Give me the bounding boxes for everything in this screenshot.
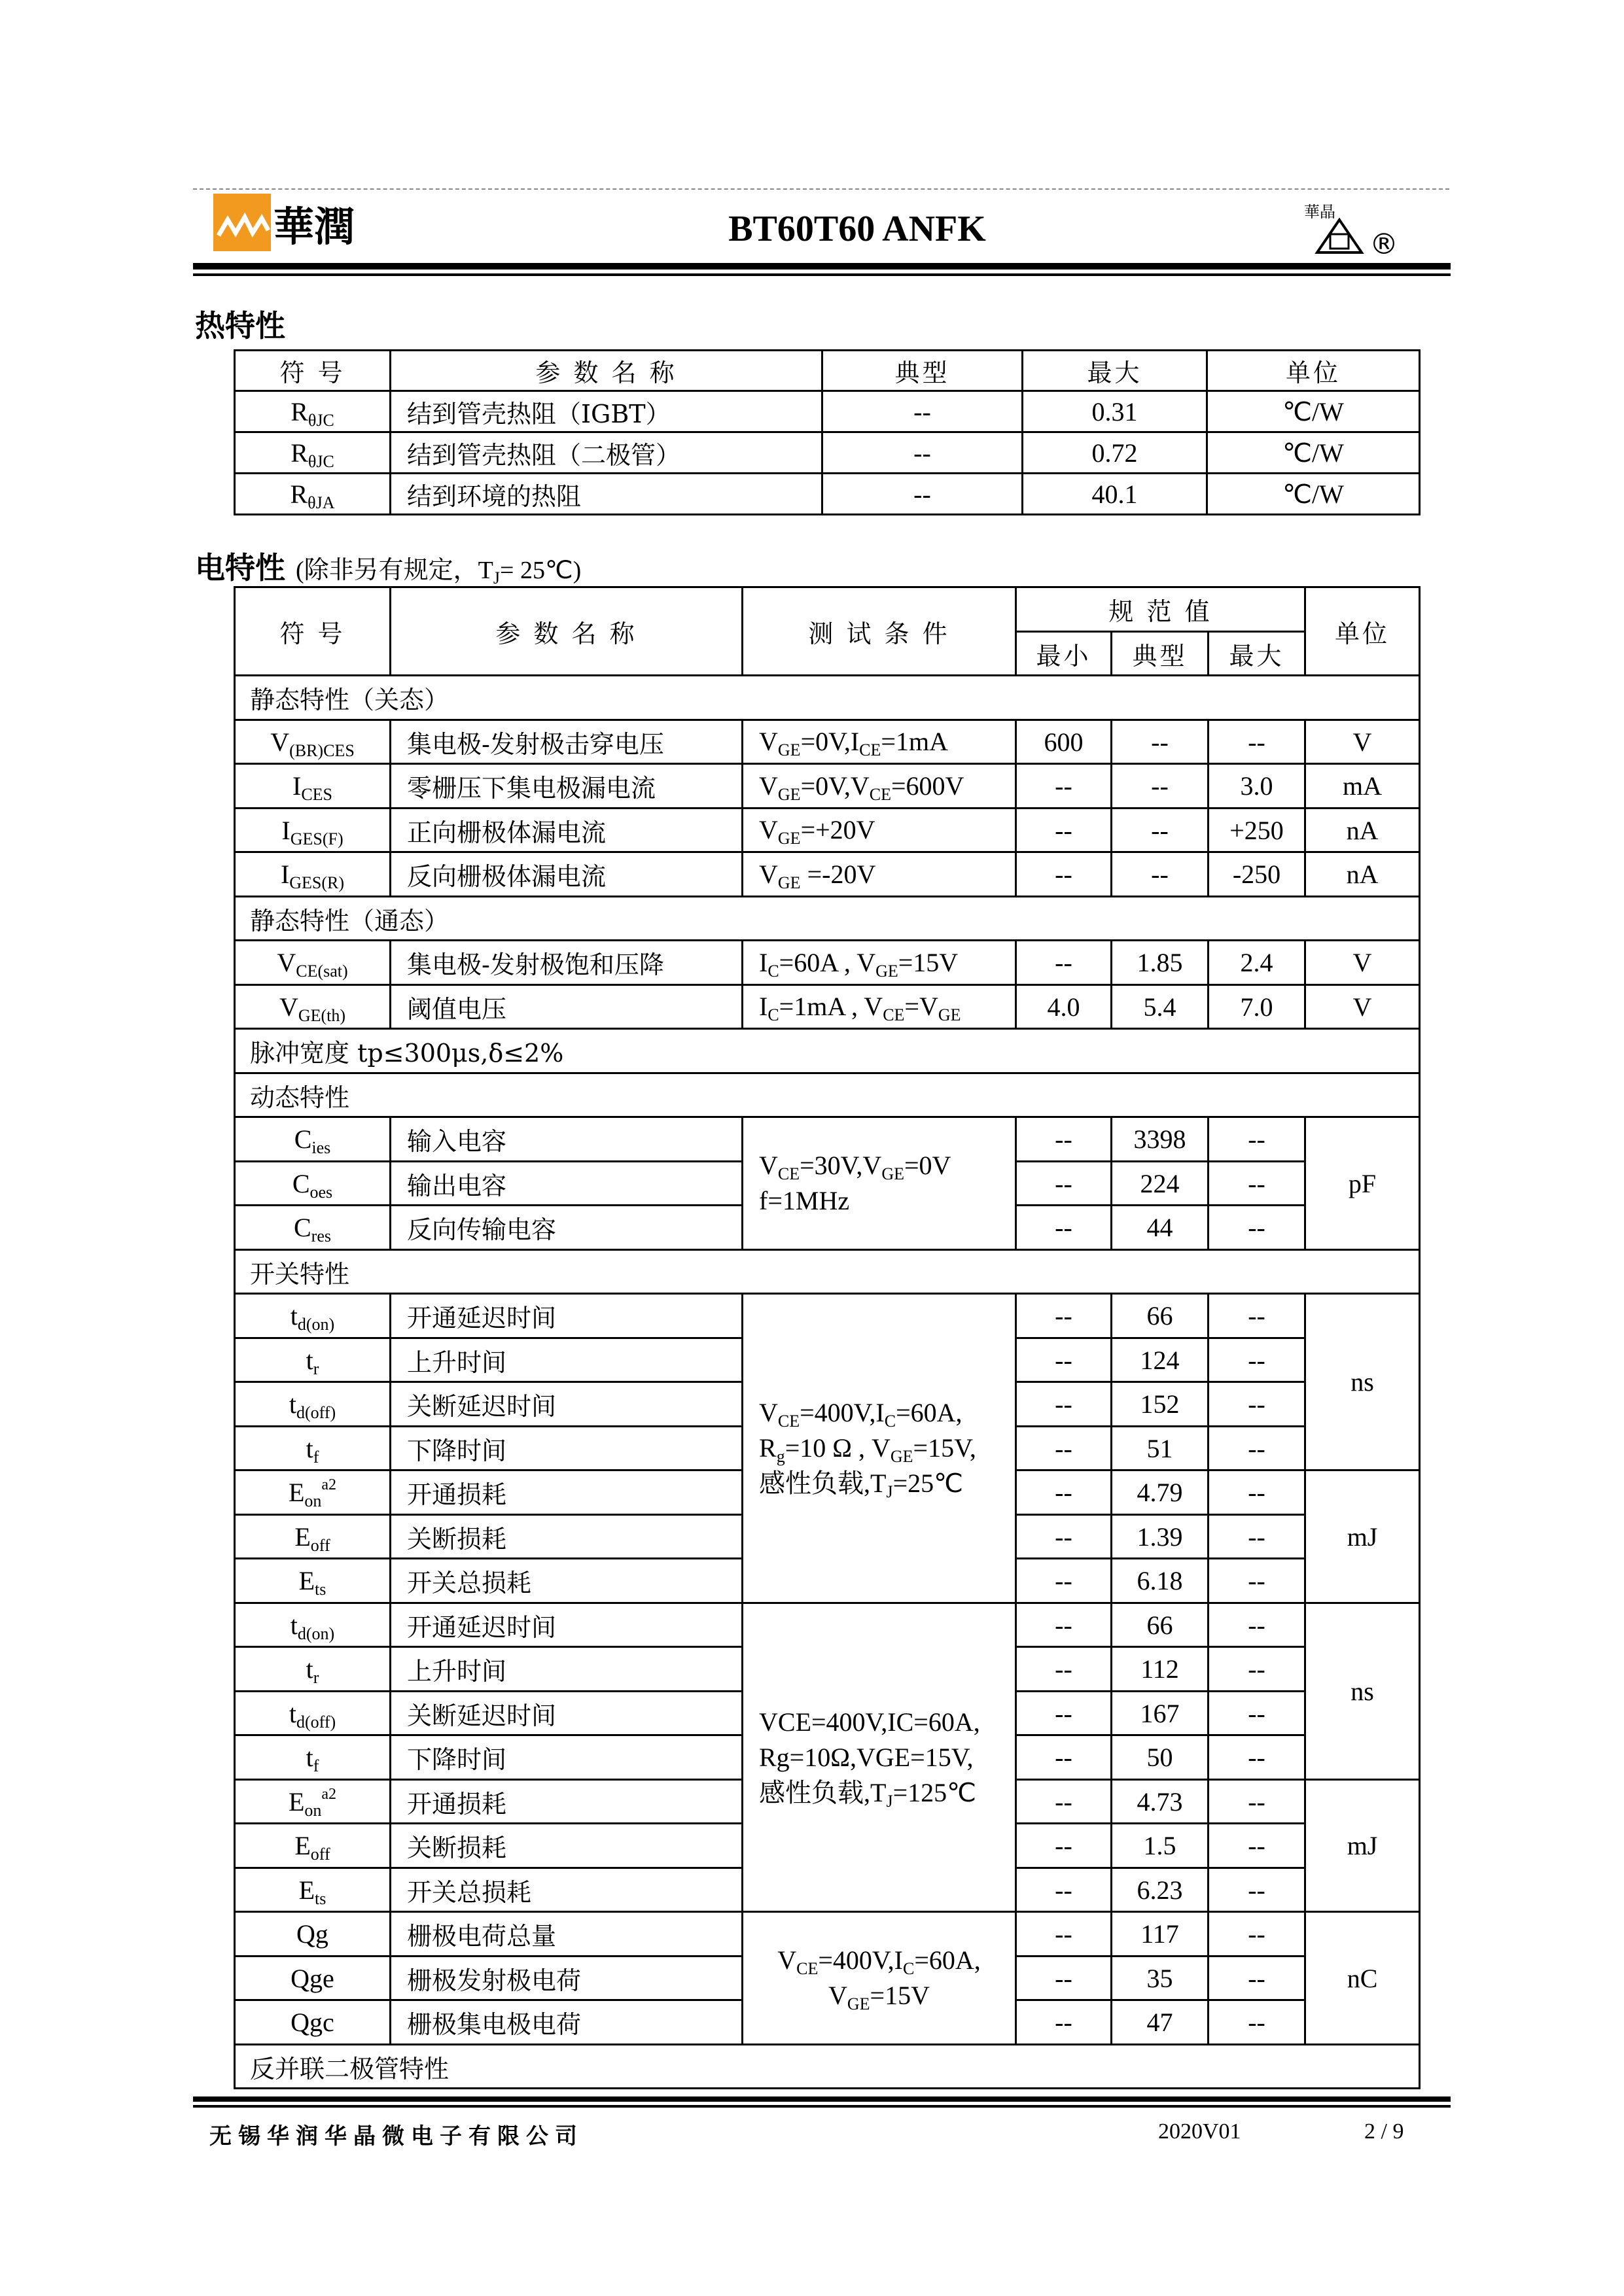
table-row: [235, 985, 1420, 1029]
typ-value: 6.23: [1112, 1868, 1209, 1912]
section-title: 静态特性（通态）: [235, 897, 1420, 941]
max-value: --: [1209, 1470, 1305, 1515]
max-value: 40.1: [1023, 474, 1207, 515]
table-header-row: [235, 351, 1420, 391]
symbol-cell: $V_{CE(sat)}$: [235, 941, 391, 985]
typ-value: 112: [1112, 1647, 1209, 1692]
footer-revision: 2020V01: [1158, 2119, 1241, 2144]
unit-cell: ns: [1305, 1603, 1420, 1780]
param-name: 输出电容: [391, 1162, 743, 1206]
test-condition: $V_{CE}=400V,I_C=60A$, $R_g=10$ Ω , $V_{GE}=15V$, 感性负载$,T_J=25℃$: [743, 1294, 1016, 1603]
table-row: [235, 720, 1420, 764]
section-row: [235, 2045, 1420, 2089]
test-condition: $I_C=1mA$ , $V_{CE}=V_{GE}$: [743, 985, 1016, 1029]
min-value: --: [1016, 1294, 1112, 1338]
table-row: [235, 1294, 1420, 1338]
max-value: --: [1209, 1780, 1305, 1824]
symbol-cell: $t_{d(off)}$: [235, 1382, 391, 1427]
typ-value: 44: [1112, 1206, 1209, 1250]
max-value: --: [1209, 1162, 1305, 1206]
test-condition: $V_{CE}=400V,I_C=60A$, $V_{GE}=15V$: [743, 1912, 1016, 2045]
test-condition: $V_{GE}=0V,I_{CE}=1mA$: [743, 720, 1016, 764]
symbol-cell: $C_{res}$: [235, 1206, 391, 1250]
col-header: 符 号: [235, 587, 391, 676]
min-value: --: [1016, 1824, 1112, 1868]
symbol-cell: $E_{off}$: [235, 1824, 391, 1868]
typ-value: 4.73: [1112, 1780, 1209, 1824]
footer-rule-thin: [193, 2105, 1451, 2108]
max-value: --: [1209, 1912, 1305, 1957]
col-header: 参 数 名 称: [391, 587, 743, 676]
max-value: 0.31: [1023, 391, 1207, 432]
symbol-cell: $R_{\theta JA}$: [235, 474, 391, 515]
max-value: 0.72: [1023, 432, 1207, 474]
col-header: 最大: [1209, 632, 1305, 676]
header-dashed-line: [193, 188, 1449, 190]
typ-value: 66: [1112, 1294, 1209, 1338]
max-value: --: [1209, 1206, 1305, 1250]
section-title: 开关特性: [235, 1250, 1420, 1294]
min-value: --: [1016, 1603, 1112, 1647]
max-value: 2.4: [1209, 941, 1305, 985]
max-value: --: [1209, 1382, 1305, 1427]
param-name: 结到管壳热阻（IGBT）: [391, 391, 822, 432]
max-value: --: [1209, 1559, 1305, 1603]
test-condition: $V_{GE}=+20V$: [743, 809, 1016, 852]
table-row: [235, 764, 1420, 809]
symbol-cell: $E_{ts}$: [235, 1868, 391, 1912]
typ-value: 1.39: [1112, 1515, 1209, 1559]
min-value: --: [1016, 1559, 1112, 1603]
param-name: 结到管壳热阻（二极管）: [391, 432, 822, 474]
symbol-cell: $R_{\theta JC}$: [235, 391, 391, 432]
symbol-cell: $C_{ies}$: [235, 1117, 391, 1162]
table-row: [235, 1117, 1420, 1162]
min-value: 600: [1016, 720, 1112, 764]
unit-cell: pF: [1305, 1117, 1420, 1250]
max-value: --: [1209, 1957, 1305, 2000]
typ-value: 3398: [1112, 1117, 1209, 1162]
typ-value: 124: [1112, 1338, 1209, 1382]
table-row: [235, 432, 1420, 474]
min-value: --: [1016, 1515, 1112, 1559]
max-value: --: [1209, 1603, 1305, 1647]
param-name: 阈值电压: [391, 985, 743, 1029]
test-condition: $I_C=60A$ , $V_{GE}=15V$: [743, 941, 1016, 985]
unit-cell: nA: [1305, 852, 1420, 897]
unit-cell: ℃/W: [1207, 391, 1420, 432]
symbol-cell: $t_{d(on)}$: [235, 1603, 391, 1647]
min-value: --: [1016, 1957, 1112, 2000]
param-name: 栅极发射极电荷: [391, 1957, 743, 2000]
min-value: --: [1016, 1206, 1112, 1250]
param-name: 关断延迟时间: [391, 1692, 743, 1735]
table-row: [235, 391, 1420, 432]
min-value: --: [1016, 1117, 1112, 1162]
typ-value: 152: [1112, 1382, 1209, 1427]
table-row: [235, 852, 1420, 897]
symbol-cell: $V_{(BR)CES}$: [235, 720, 391, 764]
unit-cell: mA: [1305, 764, 1420, 809]
min-value: --: [1016, 852, 1112, 897]
section-title: 动态特性: [235, 1073, 1420, 1117]
min-value: --: [1016, 1338, 1112, 1382]
unit-cell: ns: [1305, 1294, 1420, 1470]
min-value: --: [1016, 2000, 1112, 2045]
max-value: --: [1209, 1427, 1305, 1470]
note-row: [235, 1029, 1420, 1073]
symbol-cell: $I_{CES}$: [235, 764, 391, 809]
symbol-cell: $t_f$: [235, 1427, 391, 1470]
param-name: 反向传输电容: [391, 1206, 743, 1250]
max-value: --: [1209, 720, 1305, 764]
typ-value: 50: [1112, 1735, 1209, 1780]
max-value: --: [1209, 1735, 1305, 1780]
symbol-cell: $E_{ts}$: [235, 1559, 391, 1603]
col-header: 符 号: [235, 351, 391, 391]
param-name: 关断损耗: [391, 1515, 743, 1559]
registered-mark: ®: [1369, 228, 1398, 261]
symbol-cell: $I_{GES(F)}$: [235, 809, 391, 852]
param-name: 输入电容: [391, 1117, 743, 1162]
typ-value: 6.18: [1112, 1559, 1209, 1603]
symbol-cell: $E_{on}^{a2}$: [235, 1780, 391, 1824]
param-name: 开通延迟时间: [391, 1603, 743, 1647]
unit-cell: nA: [1305, 809, 1420, 852]
typ-value: 1.85: [1112, 941, 1209, 985]
logo-text: 華潤: [274, 203, 355, 251]
table-row: [235, 474, 1420, 515]
symbol-cell: $C_{oes}$: [235, 1162, 391, 1206]
electrical-condition-note: (除非另有规定，$T_J=$ 25℃): [296, 557, 582, 587]
col-header: 规 范 值: [1016, 587, 1305, 632]
symbol-cell: $t_{d(on)}$: [235, 1294, 391, 1338]
trademark-logo: [1299, 196, 1417, 262]
typ-value: --: [822, 474, 1023, 515]
col-header: 单位: [1305, 587, 1420, 676]
test-condition: $V_{GE}=0V,V_{CE}=600V$: [743, 764, 1016, 809]
thermal-heading: 热特性: [195, 308, 285, 343]
footer-company: 无锡华润华晶微电子有限公司: [209, 2123, 584, 2149]
table-row: [235, 1912, 1420, 1957]
max-value: --: [1209, 1824, 1305, 1868]
max-value: --: [1209, 1338, 1305, 1382]
test-condition: VCE=400V,IC=60A, Rg=10Ω,VGE=15V, 感性负载$,T_J=125℃$: [743, 1603, 1016, 1912]
unit-cell: V: [1305, 941, 1420, 985]
param-name: 结到环境的热阻: [391, 474, 822, 515]
max-value: --: [1209, 1515, 1305, 1559]
symbol-cell: $t_r$: [235, 1338, 391, 1382]
param-name: 关断延迟时间: [391, 1382, 743, 1427]
col-header: 最小: [1016, 632, 1112, 676]
typ-value: 47: [1112, 2000, 1209, 2045]
col-header: 单位: [1207, 351, 1420, 391]
pulse-note: 脉冲宽度 tp≤300μs,δ≤2%: [235, 1029, 1420, 1073]
min-value: --: [1016, 1382, 1112, 1427]
param-name: 开通损耗: [391, 1470, 743, 1515]
symbol-cell: $t_f$: [235, 1735, 391, 1780]
col-header: 参 数 名 称: [391, 351, 822, 391]
max-value: 3.0: [1209, 764, 1305, 809]
min-value: --: [1016, 941, 1112, 985]
unit-cell: nC: [1305, 1912, 1420, 2045]
param-name: 下降时间: [391, 1427, 743, 1470]
min-value: --: [1016, 1692, 1112, 1735]
min-value: --: [1016, 1780, 1112, 1824]
typ-value: 117: [1112, 1912, 1209, 1957]
typ-value: --: [1112, 764, 1209, 809]
document-title: BT60T60 ANFK: [728, 209, 986, 249]
section-row: [235, 1073, 1420, 1117]
max-value: --: [1209, 1117, 1305, 1162]
max-value: --: [1209, 1692, 1305, 1735]
thermal-table: [234, 349, 1421, 515]
max-value: -250: [1209, 852, 1305, 897]
electrical-table: [234, 586, 1421, 2089]
unit-cell: mJ: [1305, 1780, 1420, 1912]
min-value: --: [1016, 1427, 1112, 1470]
symbol-cell: $E_{on}^{a2}$: [235, 1470, 391, 1515]
max-value: --: [1209, 1294, 1305, 1338]
max-value: --: [1209, 2000, 1305, 2045]
min-value: --: [1016, 1735, 1112, 1780]
symbol-cell: Qgc: [235, 2000, 391, 2045]
table-row: [235, 1603, 1420, 1647]
test-condition: $V_{GE} =-20V$: [743, 852, 1016, 897]
min-value: --: [1016, 764, 1112, 809]
unit-cell: ℃/W: [1207, 432, 1420, 474]
symbol-cell: Qg: [235, 1912, 391, 1957]
typ-value: --: [1112, 720, 1209, 764]
symbol-cell: $E_{off}$: [235, 1515, 391, 1559]
typ-value: --: [822, 391, 1023, 432]
typ-value: 51: [1112, 1427, 1209, 1470]
param-name: 反向栅极体漏电流: [391, 852, 743, 897]
unit-cell: V: [1305, 720, 1420, 764]
param-name: 开通延迟时间: [391, 1294, 743, 1338]
symbol-cell: Qge: [235, 1957, 391, 2000]
param-name: 正向栅极体漏电流: [391, 809, 743, 852]
typ-value: 224: [1112, 1162, 1209, 1206]
max-value: 7.0: [1209, 985, 1305, 1029]
col-header: 典型: [822, 351, 1023, 391]
col-header: 测 试 条 件: [743, 587, 1016, 676]
typ-value: 66: [1112, 1603, 1209, 1647]
page-number: 2 / 9: [1364, 2119, 1404, 2144]
param-name: 集电极-发射极饱和压降: [391, 941, 743, 985]
symbol-cell: $t_{d(off)}$: [235, 1692, 391, 1735]
max-value: +250: [1209, 809, 1305, 852]
param-name: 栅极电荷总量: [391, 1912, 743, 1957]
section-title: 静态特性（关态）: [235, 676, 1420, 720]
param-name: 开通损耗: [391, 1780, 743, 1824]
param-name: 下降时间: [391, 1735, 743, 1780]
param-name: 上升时间: [391, 1338, 743, 1382]
unit-cell: ℃/W: [1207, 474, 1420, 515]
company-logo: [212, 190, 356, 263]
unit-cell: V: [1305, 985, 1420, 1029]
table-row: [235, 941, 1420, 985]
param-name: 上升时间: [391, 1647, 743, 1692]
min-value: --: [1016, 1912, 1112, 1957]
symbol-cell: $I_{GES(R)}$: [235, 852, 391, 897]
param-name: 开关总损耗: [391, 1868, 743, 1912]
min-value: --: [1016, 1647, 1112, 1692]
col-header: 典型: [1112, 632, 1209, 676]
min-value: --: [1016, 1868, 1112, 1912]
symbol-cell: $t_r$: [235, 1647, 391, 1692]
table-row: [235, 809, 1420, 852]
section-row: [235, 676, 1420, 720]
section-row: [235, 897, 1420, 941]
min-value: --: [1016, 809, 1112, 852]
typ-value: --: [1112, 809, 1209, 852]
header-rule-thin: [193, 273, 1451, 276]
typ-value: 4.79: [1112, 1470, 1209, 1515]
param-name: 栅极集电极电荷: [391, 2000, 743, 2045]
unit-cell: mJ: [1305, 1470, 1420, 1603]
max-value: --: [1209, 1647, 1305, 1692]
symbol-cell: $R_{\theta JC}$: [235, 432, 391, 474]
symbol-cell: $V_{GE(th)}$: [235, 985, 391, 1029]
test-condition: $V_{CE}=30V,V_{GE}=0V$ f=1MHz: [743, 1117, 1016, 1250]
min-value: 4.0: [1016, 985, 1112, 1029]
param-name: 集电极-发射极击穿电压: [391, 720, 743, 764]
max-value: --: [1209, 1868, 1305, 1912]
electrical-heading: 电特性 (除非另有规定，$T_J=$ 25℃): [195, 550, 582, 587]
typ-value: 167: [1112, 1692, 1209, 1735]
typ-value: 35: [1112, 1957, 1209, 2000]
trademark-text: 華晶: [1304, 203, 1335, 221]
col-header: 最大: [1023, 351, 1207, 391]
table-header-row: [235, 587, 1420, 632]
typ-value: 1.5: [1112, 1824, 1209, 1868]
min-value: --: [1016, 1470, 1112, 1515]
section-title: 反并联二极管特性: [235, 2045, 1420, 2089]
header-rule: [193, 263, 1451, 270]
param-name: 开关总损耗: [391, 1559, 743, 1603]
typ-value: --: [822, 432, 1023, 474]
footer-rule: [193, 2096, 1451, 2102]
typ-value: --: [1112, 852, 1209, 897]
param-name: 关断损耗: [391, 1824, 743, 1868]
param-name: 零栅压下集电极漏电流: [391, 764, 743, 809]
section-row: [235, 1250, 1420, 1294]
min-value: --: [1016, 1162, 1112, 1206]
typ-value: 5.4: [1112, 985, 1209, 1029]
